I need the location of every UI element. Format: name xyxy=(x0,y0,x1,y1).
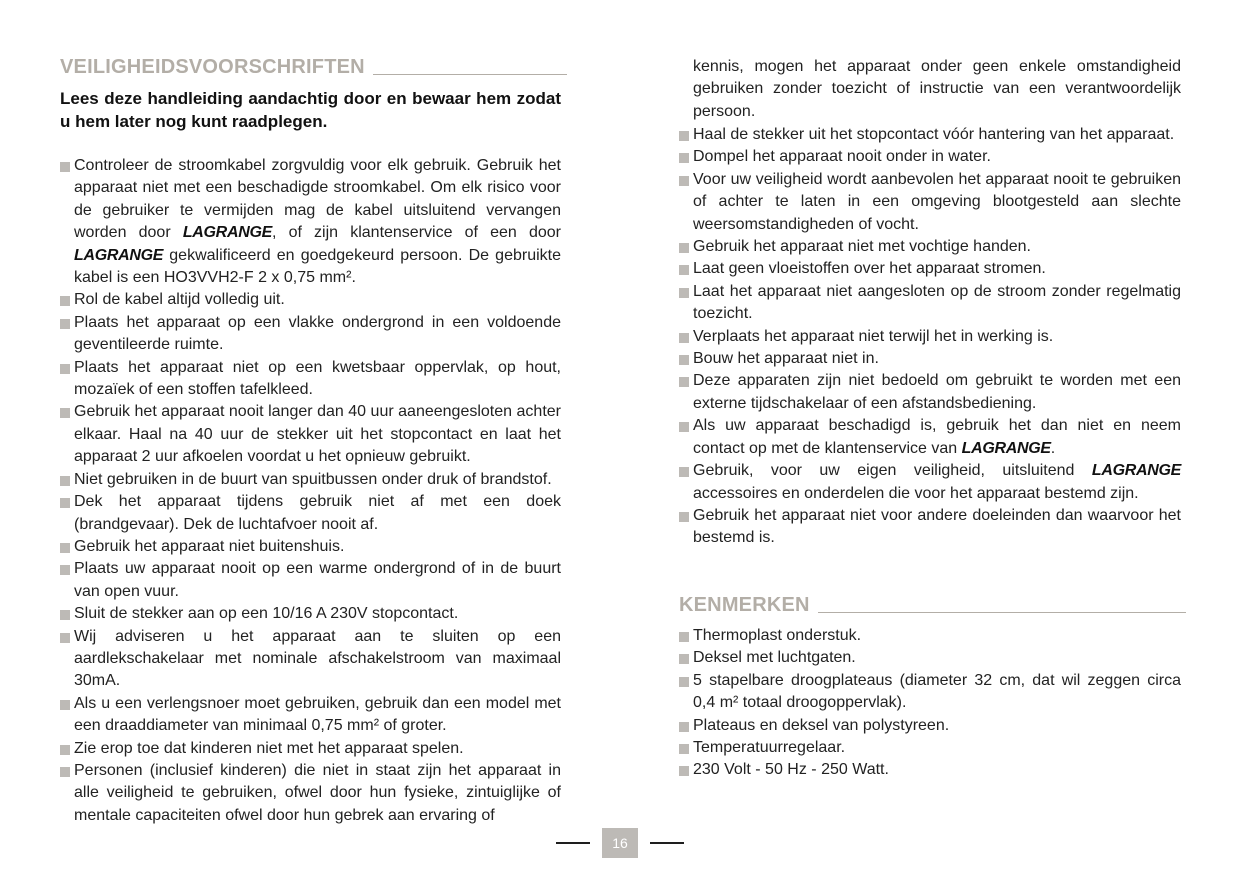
item-text: Thermoplast onderstuk. xyxy=(693,627,862,644)
list-item xyxy=(679,625,1181,647)
item-text: Wij adviseren u het apparaat aan te sluiten op een aardlekschakelaar met nominale afschakelstroom van maximaal 30mA. xyxy=(74,627,561,690)
item-text: Laat het apparaat niet aangesloten op de stroom zonder regelmatig toezicht. xyxy=(693,282,1181,323)
item-text: Laat geen vloeistoffen over het apparaat stromen. xyxy=(693,260,1046,278)
list-item xyxy=(679,146,1181,168)
bullet-square-icon xyxy=(60,543,70,553)
list-item xyxy=(679,505,1181,550)
list-item xyxy=(679,647,1181,669)
list-item xyxy=(679,759,1181,781)
bullet-square-icon xyxy=(60,408,70,418)
list-item xyxy=(679,715,1181,737)
item-text: Haal de stekker uit het stopcontact vóór hantering van het apparaat. xyxy=(693,126,1175,143)
item-text: Verplaats het apparaat niet terwijl het in werking is. xyxy=(693,327,1054,345)
item-text: Deksel met luchtgaten. xyxy=(693,649,856,667)
item-text: Als uw apparaat beschadigd is, gebruik het dan niet en neem contact op met de klantenservice van xyxy=(693,417,1181,457)
list-item xyxy=(679,670,1181,715)
item-text: Zie erop toe dat kinderen niet met het apparaat spelen. xyxy=(74,739,464,757)
bullet-square-icon xyxy=(679,153,689,163)
bullet-square-icon xyxy=(679,288,689,298)
footer-dash-left xyxy=(556,842,590,844)
item-text: Plaats uw apparaat nooit op een warme ondergrond of in de buurt van open vuur. xyxy=(74,560,561,600)
bullet-square-icon xyxy=(60,162,70,172)
list-item xyxy=(679,460,1181,505)
item-text: 230 Volt - 50 Hz - 250 Watt. xyxy=(693,761,889,779)
bullet-square-icon xyxy=(679,632,689,642)
list-item xyxy=(60,469,561,491)
list-item xyxy=(60,401,561,468)
list-item xyxy=(60,312,561,357)
title-rule xyxy=(818,612,1186,613)
list-item xyxy=(679,169,1181,236)
item-text: Voor uw veiligheid wordt aanbevolen het apparaat nooit te gebruiken of achter te laten in een omgeving blootgesteld aan slechte weersomstandigheden of vocht. xyxy=(693,170,1181,233)
safety-list-left xyxy=(60,155,561,827)
features-list xyxy=(679,625,1181,782)
item-text: Plateaus en deksel van polystyreen. xyxy=(693,716,950,734)
bullet-square-icon xyxy=(679,677,689,687)
bullet-square-icon xyxy=(679,744,689,754)
item-text: Gebruik het apparaat niet voor andere doeleinden dan waarvoor het bestemd is. xyxy=(693,506,1181,547)
item-text: Dek het apparaat tijdens gebruik niet af met een doek (brandgevaar). Dek de luchtafvoer nooit af. xyxy=(74,493,561,533)
item-text: . xyxy=(1050,439,1056,457)
list-item xyxy=(60,603,561,625)
list-item xyxy=(679,737,1181,759)
item-text: Gebruik het apparaat niet buitenshuis. xyxy=(74,537,345,555)
item-text: Rol de kabel altijd volledig uit. xyxy=(74,291,285,309)
list-item xyxy=(679,348,1181,370)
list-item xyxy=(679,236,1181,258)
item-text: Personen (inclusief kinderen) die niet in staat zijn het apparaat in alle veiligheid te gebruiken, ofwel door hun fysieke, zintuiglijke of mentale capaciteiten ofwel door hun gebrek aan ervaring of xyxy=(74,761,561,824)
bullet-square-icon xyxy=(679,355,689,365)
item-text: Dompel het apparaat nooit onder in water. xyxy=(693,148,991,166)
item-text: , of zijn klantenservice of een door xyxy=(271,224,562,242)
bullet-square-icon xyxy=(679,333,689,343)
page-number: 16 xyxy=(602,828,638,858)
footer-dash-right xyxy=(650,842,684,844)
list-item xyxy=(679,370,1181,415)
item-text: accessoires en onderdelen die voor het apparaat bestemd zijn. xyxy=(693,484,1139,502)
bullet-square-icon xyxy=(679,512,689,522)
safety-title-text: VEILIGHEIDSVOORSCHRIFTEN xyxy=(60,56,365,78)
safety-section-title xyxy=(60,56,567,79)
page-footer xyxy=(556,828,684,858)
bullet-square-icon xyxy=(679,176,689,186)
bullet-square-icon xyxy=(60,745,70,755)
list-item xyxy=(679,281,1181,326)
title-rule xyxy=(373,74,567,75)
bullet-square-icon xyxy=(60,610,70,620)
item-text: Temperatuurregelaar. xyxy=(693,739,846,757)
list-item xyxy=(679,326,1181,348)
bullet-square-icon xyxy=(679,722,689,732)
bullet-square-icon xyxy=(60,364,70,374)
list-item xyxy=(60,693,561,738)
item-text: Niet gebruiken in de buurt van spuitbussen onder druk of brandstof. xyxy=(74,470,552,488)
brand-name: LAGRANGE xyxy=(1091,462,1181,480)
list-item xyxy=(60,155,561,289)
bullet-square-icon xyxy=(679,766,689,776)
brand-name: LAGRANGE xyxy=(182,224,272,242)
bullet-square-icon xyxy=(679,654,689,664)
bullet-square-icon xyxy=(679,422,689,432)
list-item xyxy=(60,289,561,311)
bullet-square-icon xyxy=(60,767,70,777)
item-text: Gebruik het apparaat niet met vochtige handen. xyxy=(693,238,1031,256)
brand-name: LAGRANGE xyxy=(74,246,164,264)
item-text: Als u een verlengsnoer moet gebruiken, gebruik dan een model met een draaddiameter van minimaal 0,75 mm² of groter. xyxy=(74,694,561,735)
bullet-square-icon xyxy=(679,377,689,387)
list-item xyxy=(60,738,561,760)
item-text: Deze apparaten zijn niet bedoeld om gebruikt te worden met een externe tijdschakelaar of een afstandsbediening. xyxy=(693,372,1181,412)
item-text: Gebruik, voor uw eigen veiligheid, uitsluitend xyxy=(693,462,1092,480)
bullet-square-icon xyxy=(679,467,689,477)
item-text: gekwalificeerd en goedgekeurd persoon. De gebruikte kabel is een HO3VVH2-F 2 x 0,75 mm². xyxy=(74,246,561,287)
item-text: Gebruik het apparaat nooit langer dan 40 uur aaneengesloten achter elkaar. Haal na 40 uur de stekker uit het stopcontact en laat het apparaat 2 uur afkoelen voordat u het opnieuw gebruikt. xyxy=(74,403,561,466)
item-text: Sluit de stekker aan op een 10/16 A 230V stopcontact. xyxy=(74,605,459,623)
item-text: Controleer de stroomkabel zorgvuldig voor elk gebruik. Gebruik het apparaat niet met een beschadigde stroomkabel. Om elk risico voor de gebruiker te vermijden mag de kabel uitsluitend vervangen worden door xyxy=(74,157,561,242)
list-item xyxy=(679,124,1181,146)
bullet-square-icon xyxy=(679,265,689,275)
bullet-square-icon xyxy=(60,498,70,508)
features-section-title xyxy=(679,594,1186,617)
bullet-square-icon xyxy=(679,243,689,253)
list-item xyxy=(60,760,561,827)
intro-text: Lees deze handleiding aandachtig door en bewaar hem zodat u hem later nog kunt raadplegen. xyxy=(60,89,561,131)
safety-list-right xyxy=(679,124,1181,550)
features-title-text: KENMERKEN xyxy=(679,594,810,616)
list-item xyxy=(60,536,561,558)
brand-name: LAGRANGE xyxy=(961,439,1051,457)
item-text: 5 stapelbare droogplateaus (diameter 32 cm, dat wil zeggen circa 0,4 m² totaal droogoppervlak). xyxy=(693,671,1181,712)
bullet-square-icon xyxy=(60,296,70,306)
item-text: Bouw het apparaat niet in. xyxy=(693,350,879,368)
bullet-square-icon xyxy=(60,700,70,710)
item-text: Plaats het apparaat niet op een kwetsbaar oppervlak, op hout, mozaïek of een stoffen tafelkleed. xyxy=(74,358,561,399)
list-item xyxy=(60,357,561,402)
item-text: Plaats het apparaat op een vlakke ondergrond in een voldoende geventileerde ruimte. xyxy=(74,313,561,354)
bullet-square-icon xyxy=(60,476,70,486)
list-item xyxy=(679,258,1181,280)
bullet-square-icon xyxy=(679,131,689,141)
list-item xyxy=(60,558,561,603)
bullet-square-icon xyxy=(60,633,70,643)
list-item xyxy=(60,626,561,693)
list-item xyxy=(60,491,561,536)
list-item xyxy=(679,415,1181,460)
bullet-square-icon xyxy=(60,319,70,329)
continued-text: kennis, mogen het apparaat onder geen enkele omstandigheid gebruiken zonder toezicht of instructie van een verantwoordelijk persoon. xyxy=(693,58,1181,120)
bullet-square-icon xyxy=(60,565,70,575)
